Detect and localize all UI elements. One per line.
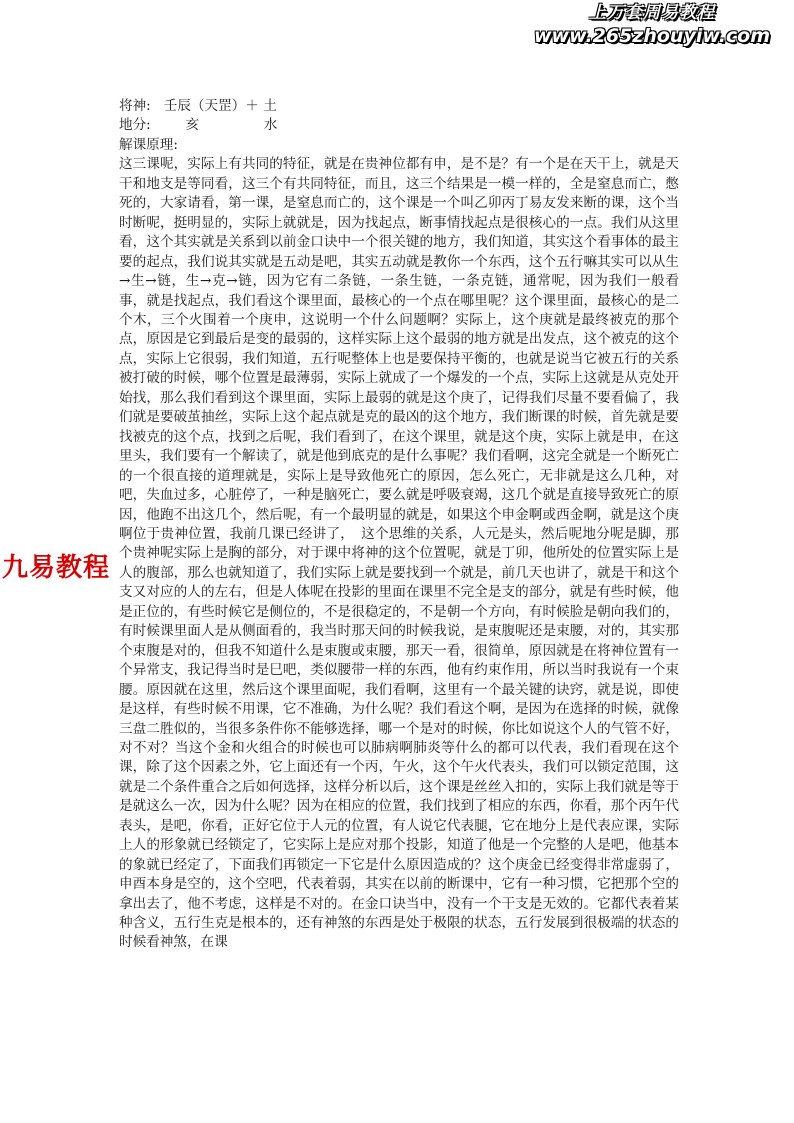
watermark-url: www.265zhouyiw.com <box>533 25 771 47</box>
header-line-jiangshen: 将神: 壬辰（天罡）＋ 土 <box>119 98 277 114</box>
side-watermark: 九易教程 <box>2 553 111 583</box>
document-body <box>119 97 679 953</box>
header-line-difen: 地分: 亥 水 <box>119 117 278 134</box>
header-line-principle: 解课原理: <box>119 136 178 153</box>
lesson-paragraph: 这三课呢，实际上有共同的特征，就是在贵神位都有申，是不是？有一个是在天干上，就是天干和地支是等同看，这三个有共同特征，而且，这三个结果是一模一样的，全是窒息而亡，憋死的，大家请看，第一课，是窒息而亡的，这个课是一个叫乙卯丙丁易友发来断的课，这个当时断呢，挺明显的，实际上就就是，因为找起点，断事情找起点是很核心的一点。我们从这里看，这个其实就是关系到以前金口诀中一个很关键的地方，我们知道，其实这个看事体的最主要的起点，我们说其实就是五动是吧，其实五动就是教你一个东西，这个五行嘛其实可以从生→生→链，生→克→链，因为它有二条链，一条生链，一条克链，通常呢，因为我们一般看事，就是找起点，我们看这个课里面，最核心的一个点在哪里呢？这个课里面，最核心的是二个木，三个火围着一个庚申，这说明一个什么问题啊？实际上，这个庚就是最终被克的那个点，原因是它到最后是变的最弱的，这样实际上这个最弱的地方就是出发点，这个被克的这个点，实际上它很弱，我们知道，五行呢整体上也是要保持平衡的，也就是说当它被五行的关系被打破的时候，哪个位置是最薄弱，实际上就成了一个爆发的一个点，实际上这就是从克处开始找，那么我们看到这个课里面，实际上最弱的就是这个庚了，记得我们尽量不要看偏了，我们就是要破茧抽丝，实际上这个起点就是克的最凶的这个地方，我们断课的时候，首先就是要找被克的这个点，找到之后呢，我们看到了，在这个课里，就是这个庚，实际上就是申，在这里头，我们要有一个解读了，就是他到底克的是什么事呢？我们看啊，这完全就是一个断死亡的一个很直接的道理就是，实际上是导致他死亡的原因，怎么死亡，无非就是这么几种，对吧，失血过多，心脏停了，一种是脑死亡，要么就是呼吸衰竭，这几个就是直接导致死亡的原因，他跑不出这几个，然后呢，有一个最明显的就是，如果这个申金啊或西金啊，就是这个庚啊位于贵神位置，我前几课已经讲了， 这个思维的关系，人元是头，然后呢地分呢是脚，那个贵神呢实际上是胸的部分，对于课中将神的这个位置呢，就是丁卯，他所处的位置实际上是人的腹部，那么也就知道了，我们实际上就是要找到一个就是，前几天也讲了，就是干和这个支又对应的人的左右，但是人体呢在投影的里面在课里不完全是支的部分，就是有些时候，他是正位的，有些时候它是侧位的，不是很稳定的，不是朝一个方向，有时候脸是朝向我们的，有时候课里面人是从侧面看的，我当时那天问的时候我说，是束腹呢还是束腰，对的，其实那个束腹是对的，但我不知道什么是束腹或束腰，那天一看，很简单，原因就是在将神位置有一个异常支，我记得当时是巳吧，类似腰带一样的东西，他有约束作用，所以当时我说有一个束腰。原因就在这里，然后这个课里面呢，我们看啊，这里有一个最关键的诀窍，就是说，即使是这样，有些时候不用课，它不准确，为什么呢？我们看这个啊，是因为在选择的时候，就像三盘二胜似的，当很多条件你不能够选择，哪一个是对的时候，你比如说这个人的气管不好，对不对？当这个金和火组合的时候也可以肺病啊肺炎等什么的都可以代表，我们看现在这个课，除了这个因素之外，它上面还有一个丙，午火，这个午火代表头，我们可以锁定范围，这就是二个条件重合之后如何选择，这样分析以后，这个课是丝丝入扣的，实际上我们就是等于是就这么一次，因为什么呢？因为在相应的位置，我们找到了相应的东西，你看，那个丙午代表头，是吧，你看，正好它位于人元的位置，有人说它代表腿，它在地分上是代表应课，实际上人的形象就已经锁定了，它实际上是应对那个投影，知道了他是一个完整的人是吧，他基本的象就已经定了，下面我们再锁定一下它是什么原因造成的？这个庚金已经变得非常虚弱了，申酉本身是空的，这个空吧，代表着弱，其实在以前的断课中，它有一种习惯，它把那个空的拿出去了，他不考虑，这样是不对的。在金口诀当中，没有一个干支是无效的。它都代表着某种含义，五行生克是根本的，还有神煞的东西是处于极限的状态，五行发展到很极端的状态的时候看神煞，在课 <box>119 156 679 951</box>
site-watermark <box>522 2 782 48</box>
watermark-title: 上万套周易教程 <box>589 3 715 23</box>
